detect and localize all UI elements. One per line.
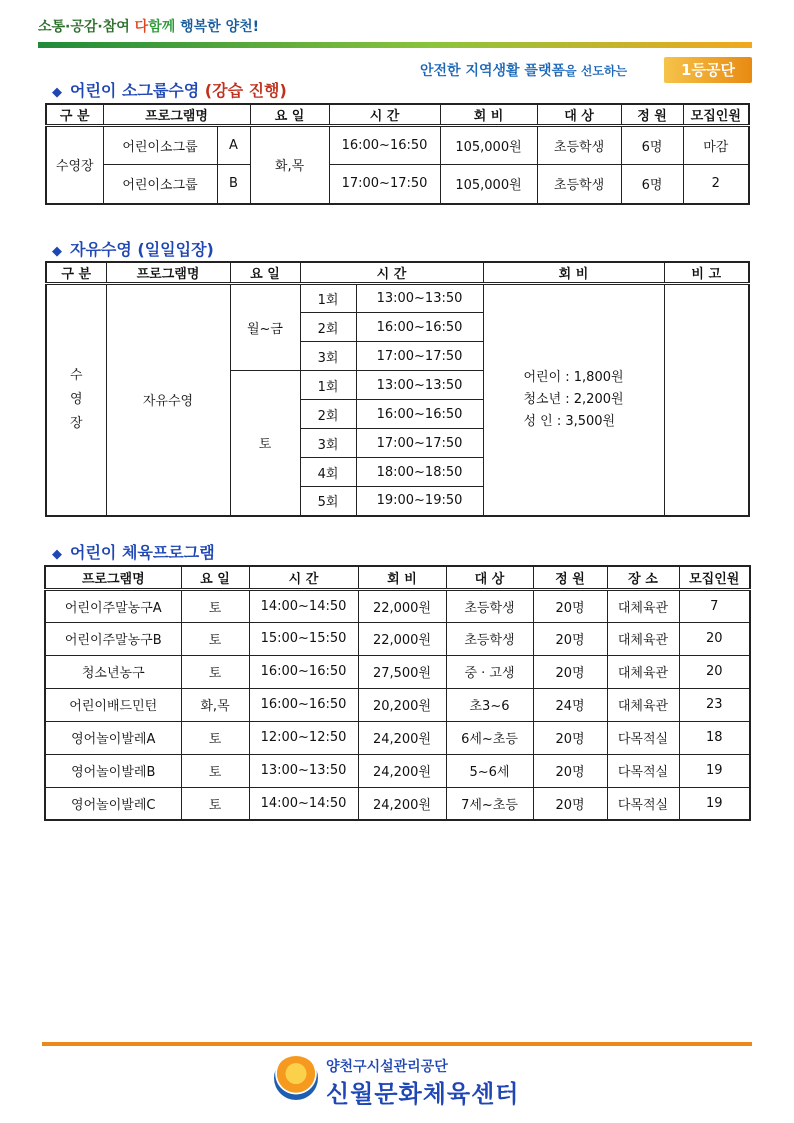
fee-cell: 24,200원 [358, 787, 446, 820]
place-cell: 다목적실 [607, 754, 679, 787]
capacity-cell: 20명 [533, 622, 607, 655]
section3-title-text: 어린이 체육프로그램 [70, 543, 215, 562]
table-row [45, 721, 750, 754]
section1-title-note: (강습 진행) [204, 81, 287, 100]
table-row [45, 688, 750, 721]
table-row [45, 589, 750, 622]
session-time-cell: 16:00~16:50 [356, 400, 483, 429]
category-cell: 수영장 [46, 126, 103, 204]
slogan-mark-da: 다 [134, 19, 149, 35]
recruit-cell: 20 [679, 655, 750, 688]
session-no-cell: 4회 [300, 458, 356, 487]
session-no-cell: 5회 [300, 487, 356, 516]
header-cell: 구 분 [46, 104, 103, 126]
target-cell: 초3~6 [446, 688, 533, 721]
place-cell: 다목적실 [607, 721, 679, 754]
program-cell: 어린이주말농구B [45, 622, 181, 655]
header-cell: 요 일 [250, 104, 329, 126]
header-color-bar [38, 42, 752, 48]
recruit-cell: 19 [679, 754, 750, 787]
program-cell: 자유수영 [106, 284, 230, 516]
section2-title-text: 자유수영 (일일입장) [70, 240, 214, 259]
day-cell: 토 [181, 787, 249, 820]
time-cell: 16:00~16:50 [329, 126, 440, 165]
header-cell: 시 간 [249, 566, 358, 589]
saturday-cell: 토 [230, 371, 300, 516]
capacity-cell: 20명 [533, 589, 607, 622]
time-cell: 15:00~15:50 [249, 622, 358, 655]
session-time-cell: 19:00~19:50 [356, 487, 483, 516]
capacity-cell: 20명 [533, 655, 607, 688]
time-cell: 17:00~17:50 [329, 165, 440, 204]
target-cell: 중 · 고생 [446, 655, 533, 688]
header-cell: 정 원 [533, 566, 607, 589]
target-cell: 초등학생 [537, 165, 621, 204]
header-cell: 비 고 [664, 262, 749, 284]
program-cell: 영어놀이발레A [45, 721, 181, 754]
header-cell: 대 상 [537, 104, 621, 126]
capacity-cell: 24명 [533, 688, 607, 721]
program-cell: 영어놀이발레C [45, 787, 181, 820]
recruit-cell: 2 [683, 165, 749, 204]
note-cell [664, 284, 749, 516]
fee-cell [483, 284, 664, 516]
category-char: 수 [69, 367, 83, 383]
day-cell: 화,목 [181, 688, 249, 721]
session-no-cell: 3회 [300, 429, 356, 458]
time-cell: 12:00~12:50 [249, 721, 358, 754]
header-cell: 모집인원 [679, 566, 750, 589]
recruit-cell: 19 [679, 787, 750, 820]
program-cell: 어린이소그룹 [103, 126, 217, 165]
header-cell: 모집인원 [683, 104, 749, 126]
recruit-cell: 23 [679, 688, 750, 721]
header-cell: 시 간 [329, 104, 440, 126]
session-no-cell: 2회 [300, 313, 356, 342]
day-cell: 토 [181, 622, 249, 655]
table-row [45, 655, 750, 688]
recruit-cell: 20 [679, 622, 750, 655]
group-cell: B [217, 165, 250, 204]
footer-org-sub: 양천구시설관리공단 [326, 1059, 448, 1075]
slogan-text: 소통·공감·참여 [38, 19, 130, 35]
header-cell: 시 간 [300, 262, 483, 284]
session-time-cell: 13:00~13:50 [356, 284, 483, 313]
table-header-row [46, 262, 749, 284]
table-header-row [45, 566, 750, 589]
session-time-cell: 17:00~17:50 [356, 342, 483, 371]
session-time-cell: 18:00~18:50 [356, 458, 483, 487]
fee-cell: 22,000원 [358, 622, 446, 655]
place-cell: 대체육관 [607, 622, 679, 655]
fee-cell: 22,000원 [358, 589, 446, 622]
session-no-cell: 3회 [300, 342, 356, 371]
header-cell: 프로그램명 [45, 566, 181, 589]
table-row [46, 126, 749, 165]
day-cell: 토 [181, 721, 249, 754]
footer-org-main: 신월문화체육센터 [326, 1080, 520, 1108]
day-cell: 토 [181, 589, 249, 622]
program-cell: 청소년농구 [45, 655, 181, 688]
place-cell: 다목적실 [607, 787, 679, 820]
fee-cell: 27,500원 [358, 655, 446, 688]
session-time-cell: 13:00~13:50 [356, 371, 483, 400]
time-cell: 14:00~14:50 [249, 589, 358, 622]
target-cell: 5~6세 [446, 754, 533, 787]
section3-title [52, 540, 215, 563]
header-cell: 회 비 [440, 104, 537, 126]
promo-badge: 1등공단 [664, 57, 752, 83]
table-row [45, 787, 750, 820]
fee-cell: 20,200원 [358, 688, 446, 721]
header-cell: 프로그램명 [103, 104, 250, 126]
fee-cell: 105,000원 [440, 126, 537, 165]
capacity-cell: 20명 [533, 721, 607, 754]
header-cell: 장 소 [607, 566, 679, 589]
place-cell: 대체육관 [607, 688, 679, 721]
section2-title [52, 237, 214, 260]
table-row [46, 284, 749, 313]
header-cell: 요 일 [230, 262, 300, 284]
program-cell: 어린이주말농구A [45, 589, 181, 622]
section1-title [52, 78, 287, 101]
session-time-cell: 17:00~17:50 [356, 429, 483, 458]
capacity-cell: 6명 [621, 165, 683, 204]
day-cell: 토 [181, 754, 249, 787]
target-cell: 7세~초등 [446, 787, 533, 820]
fee-cell: 24,200원 [358, 721, 446, 754]
capacity-cell: 6명 [621, 126, 683, 165]
weekday-cell: 월~금 [230, 284, 300, 371]
program-cell: 어린이배드민턴 [45, 688, 181, 721]
header-slogan [38, 16, 259, 36]
session-no-cell: 1회 [300, 371, 356, 400]
recruit-cell: 7 [679, 589, 750, 622]
target-cell: 6세~초등 [446, 721, 533, 754]
category-char: 영 [69, 391, 83, 407]
section3-body [45, 589, 750, 820]
program-cell: 어린이소그룹 [103, 165, 217, 204]
header-cell: 대 상 [446, 566, 533, 589]
capacity-cell: 20명 [533, 787, 607, 820]
header-cell: 요 일 [181, 566, 249, 589]
session-no-cell: 1회 [300, 284, 356, 313]
fee-line: 성 인 : 3,500원 [523, 413, 616, 429]
session-no-cell: 2회 [300, 400, 356, 429]
section3-table [44, 565, 751, 821]
days-cell: 화,목 [250, 126, 329, 204]
target-cell: 초등학생 [446, 622, 533, 655]
footer-color-bar [42, 1042, 752, 1046]
table-row [45, 754, 750, 787]
day-cell: 토 [181, 655, 249, 688]
slogan-mark-together: 함께 [148, 19, 176, 35]
recruit-cell: 18 [679, 721, 750, 754]
section2-table [45, 261, 750, 517]
fee-cell: 105,000원 [440, 165, 537, 204]
promo-sub: 을 선도하는 [565, 64, 628, 78]
header-cell: 구 분 [46, 262, 106, 284]
group-cell: A [217, 126, 250, 165]
promo-text [420, 60, 627, 80]
place-cell: 대체육관 [607, 655, 679, 688]
section1-title-main: 어린이 소그룹수영 [70, 81, 200, 100]
diamond-bullet-icon: ◆ [52, 244, 62, 259]
place-cell: 대체육관 [607, 589, 679, 622]
target-cell: 초등학생 [446, 589, 533, 622]
diamond-bullet-icon: ◆ [52, 85, 62, 100]
session-time-cell: 16:00~16:50 [356, 313, 483, 342]
time-cell: 16:00~16:50 [249, 655, 358, 688]
target-cell: 초등학생 [537, 126, 621, 165]
section1-table [45, 103, 750, 205]
slogan-happy: 행복한 양천! [180, 19, 260, 35]
capacity-cell: 20명 [533, 754, 607, 787]
category-char: 장 [69, 415, 83, 431]
table-header-row [46, 104, 749, 126]
header-cell: 회 비 [358, 566, 446, 589]
category-cell [46, 284, 106, 516]
header-cell: 정 원 [621, 104, 683, 126]
header-cell: 프로그램명 [106, 262, 230, 284]
fee-list [523, 367, 623, 433]
diamond-bullet-icon: ◆ [52, 547, 62, 562]
time-cell: 14:00~14:50 [249, 787, 358, 820]
recruit-cell: 마감 [683, 126, 749, 165]
table-row [46, 165, 749, 204]
header-cell: 회 비 [483, 262, 664, 284]
fee-line: 청소년 : 2,200원 [523, 391, 624, 407]
program-cell: 영어놀이발레B [45, 754, 181, 787]
table-row [45, 622, 750, 655]
fee-cell: 24,200원 [358, 754, 446, 787]
time-cell: 16:00~16:50 [249, 688, 358, 721]
promo-main: 안전한 지역생활 플랫폼 [420, 63, 565, 79]
sun-wave-logo-icon [274, 1056, 318, 1100]
time-cell: 13:00~13:50 [249, 754, 358, 787]
fee-line: 어린이 : 1,800원 [523, 369, 624, 385]
